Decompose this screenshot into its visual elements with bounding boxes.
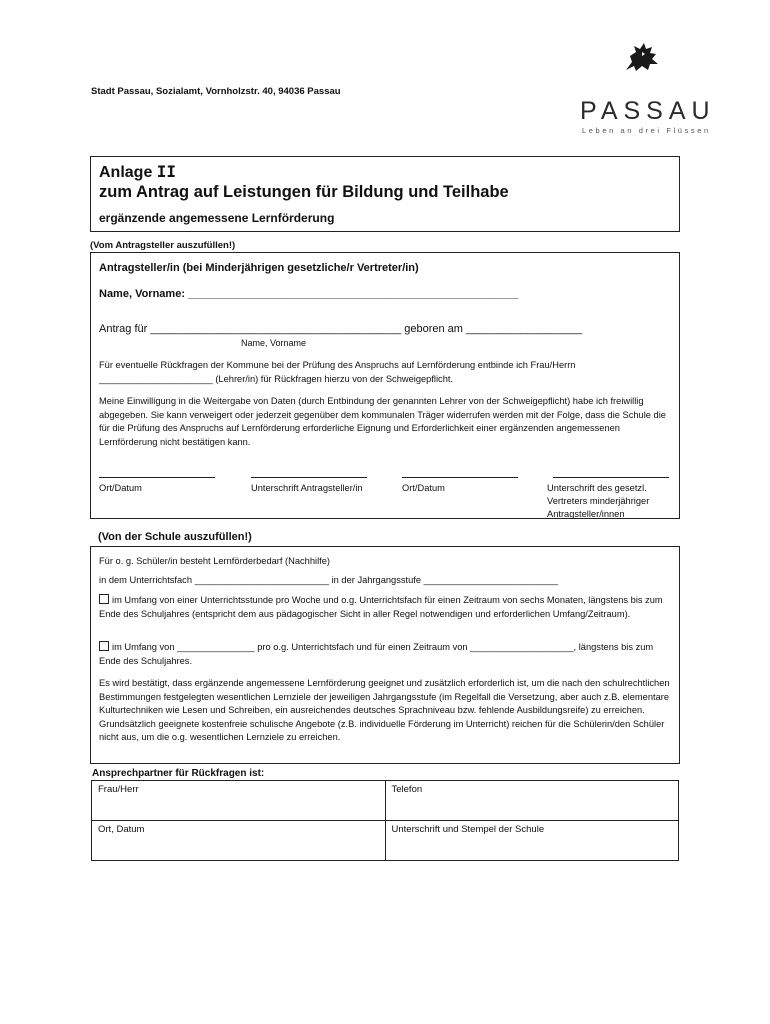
applicant-section: [90, 252, 680, 519]
contact-table: [91, 780, 679, 861]
checkbox-standard[interactable]: [99, 594, 109, 604]
signature-line[interactable]: [553, 477, 669, 478]
logo-wordmark: PASSAU: [580, 97, 716, 125]
option-custom: [99, 641, 674, 668]
consent-paragraph: Meine Einwilligung in die Weitergabe von Daten (durch Entbindung der genannten Lehrer von der Schweigepflicht) habe ich freiwillig abgegeben. Sie kann verweigert oder jederzeit gegenüber dem kommunalen Träger widerrufen werden mit der Folge, dass die Schule die für die Prüfung des Anspruchs auf Lernförderung erforderliche Eignung und Erforderlichkeit einer ergänzenden angemessenen Lernförderung nicht bestätigen kann.: [99, 396, 666, 447]
form-title: zum Antrag auf Leistungen für Bildung und Teilhabe: [99, 183, 509, 201]
option-standard-text: im Umfang von einer Unterrichtsstunde pro Woche und o.g. Unterrichtsfach für einen Zeitraum von sechs Monaten, längstens bis zum Ende des Schuljahres (entspricht dem aus pädagogischer Sicht in aller Regel notwendigen und erforderlichen Umfang/Zeitraum).: [99, 595, 663, 619]
child-name-birthdate-field[interactable]: Antrag für _________________________________________ geboren am ___________________: [99, 323, 583, 335]
title-box: [90, 156, 680, 232]
applicant-heading: Antragsteller/in (bei Minderjährigen gesetzliche/r Vertreter/in): [99, 262, 419, 274]
checkbox-custom[interactable]: [99, 641, 109, 651]
signature-label: Ort/Datum: [402, 483, 445, 493]
table-row: [92, 781, 679, 821]
table-row: [92, 821, 679, 861]
signature-line[interactable]: [99, 477, 215, 478]
logo-tagline: Leben an drei Flüssen: [582, 126, 711, 135]
signature-label: Unterschrift des gesetzl. Vertreters minderjähriger Antragsteller/innen: [547, 483, 650, 519]
applicant-name-field[interactable]: Name, Vorname: ______________________________________________________: [99, 288, 519, 300]
signature-label: Ort/Datum: [99, 483, 142, 493]
applicant-note: (Vom Antragsteller auszufüllen!): [90, 240, 236, 251]
form-subtitle: ergänzende angemessene Lernförderung: [99, 211, 335, 225]
annex-number: II: [156, 162, 177, 181]
signature-line[interactable]: [402, 477, 518, 478]
annex-title: [99, 162, 176, 182]
confirmation-paragraph: Es wird bestätigt, dass ergänzende angemessene Lernförderung geeignet und zusätzlich erforderlich ist, um die nach den schulrechtlichen Bestimmungen festgelegten wesentlichen Lernziele der jeweiligen Jahrgangsstufe (im Regelfall die Versetzung, aber auch z.B. elementare Kulturtechniken wie Lesen und Schreiben, ein ausreichendes deutsches Sprachniveau bzw. fehlende Ausbildungsreife) zu erreichen. Grundsätzlich geeignete kostenfreie schulische Angebote (z.B. individuelle Förderung im Unterricht) reichen für die Schülerin/den Schüler nicht aus, um die o.g. wesentlichen Lernziele zu erreichen.: [99, 678, 670, 742]
school-note: (Von der Schule auszufüllen!): [98, 531, 252, 543]
tutoring-need-line: Für o. g. Schüler/in besteht Lernförderbedarf (Nachhilfe): [99, 556, 330, 566]
school-section: [90, 546, 680, 764]
contact-phone-cell[interactable]: Telefon: [385, 781, 679, 821]
sender-address: Stadt Passau, Sozialamt, Vornholzstr. 40, 94036 Passau: [91, 86, 341, 97]
signature-line[interactable]: [251, 477, 367, 478]
contact-heading: Ansprechpartner für Rückfragen ist:: [92, 768, 265, 779]
option-custom-text: im Umfang von _______________ pro o.g. Unterrichtsfach und für einen Zeitraum von ____________________, längstens bis zum Ende des Schuljahres.: [99, 642, 654, 666]
name-caption: Name, Vorname: [241, 338, 307, 348]
heraldic-wolf-icon: [622, 40, 662, 74]
option-standard: [99, 594, 674, 621]
teacher-release-paragraph: Für eventuelle Rückfragen der Kommune bei der Prüfung des Anspruchs auf Lernförderung entbinde ich Frau/Herrn ______________________ (Lehrer/in) für Rückfragen hierzu von der Schweigepflicht.: [99, 360, 576, 384]
contact-name-cell[interactable]: Frau/Herr: [92, 781, 386, 821]
annex-label: Anlage: [99, 164, 153, 181]
signature-label: Unterschrift Antragsteller/in: [251, 483, 363, 493]
contact-signature-cell[interactable]: Unterschrift und Stempel der Schule: [385, 821, 679, 861]
subject-grade-field[interactable]: in dem Unterrichtsfach __________________________ in der Jahrgangsstufe __________________________: [99, 575, 559, 585]
contact-place-date-cell[interactable]: Ort, Datum: [92, 821, 386, 861]
